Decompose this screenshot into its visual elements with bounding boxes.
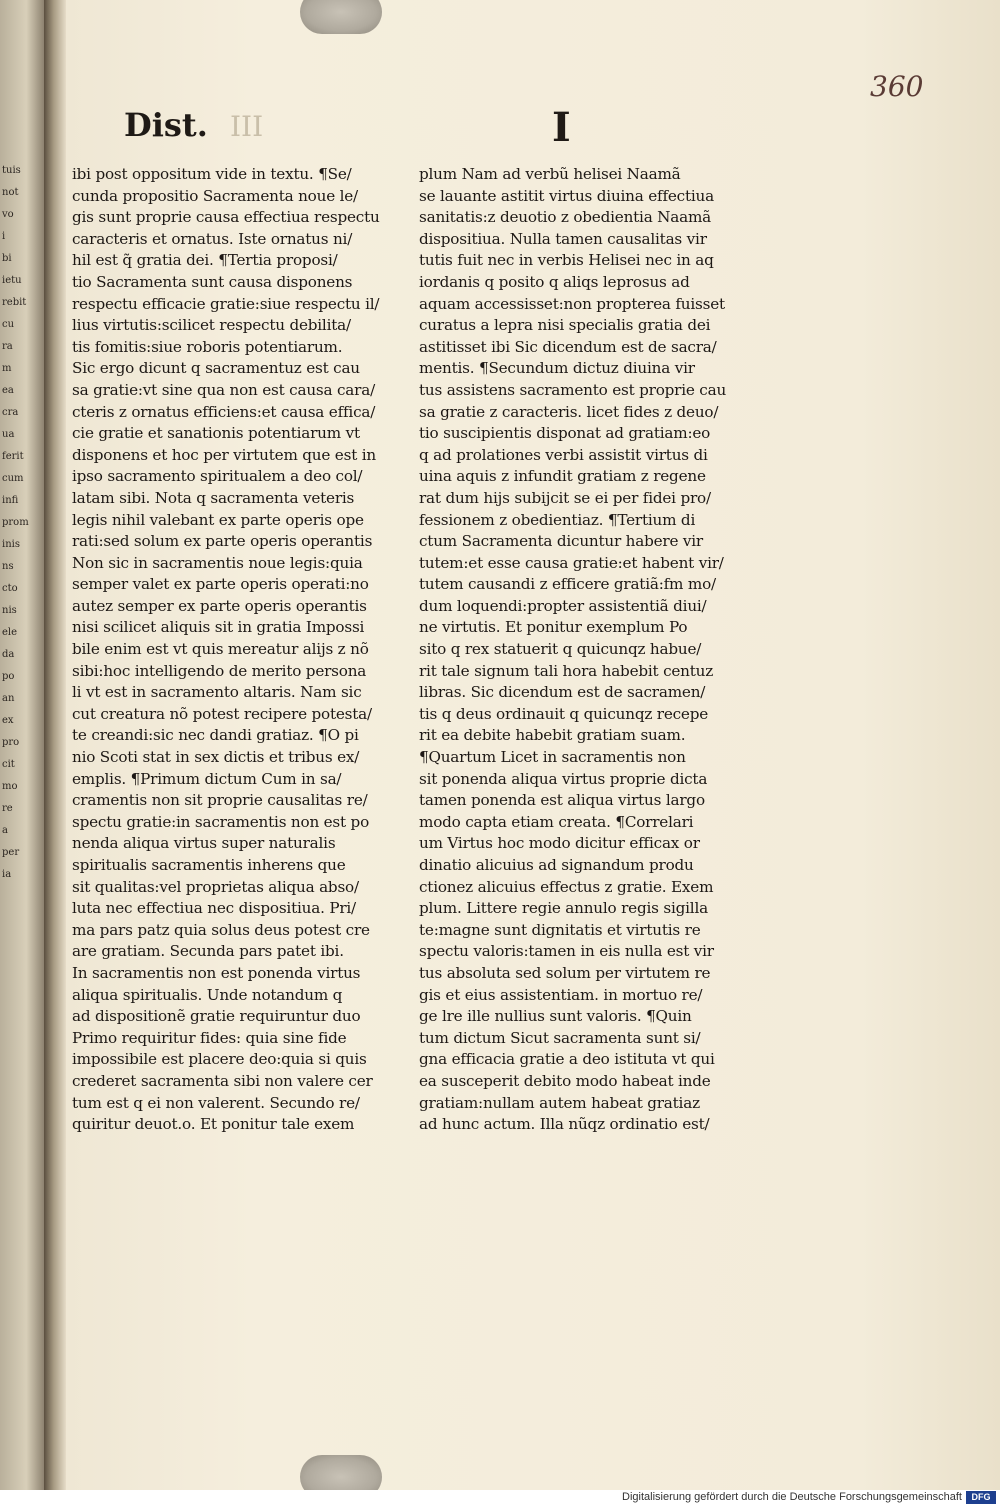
text-line: semper valet ex parte operis operati:no bbox=[72, 575, 369, 594]
previous-page-fragment: ietu bbox=[2, 275, 22, 286]
text-line: cteris z ornatus efficiens:et causa effica/ bbox=[72, 402, 376, 421]
text-line: luta nec effectiua nec dispositiua. Pri/ bbox=[72, 899, 356, 918]
text-line: respectu efficacie gratie:siue respectu il/ bbox=[72, 294, 380, 313]
running-head-left: Dist. bbox=[124, 106, 208, 144]
previous-page-fragment: ia bbox=[2, 869, 12, 880]
previous-page-fragment: vo bbox=[2, 209, 14, 220]
book-gutter bbox=[44, 0, 66, 1490]
previous-page-fragment: cu bbox=[2, 319, 15, 330]
text-line: legis nihil valebant ex parte operis ope bbox=[72, 510, 364, 529]
text-column-left bbox=[72, 164, 410, 1136]
text-line: nenda aliqua virtus super naturalis bbox=[72, 834, 336, 853]
text-line: tis fomitis:siue roboris potentiarum. bbox=[72, 337, 343, 356]
text-line: Primo requiritur fides: quia sine fide bbox=[72, 1028, 347, 1047]
previous-page-fragment: nis bbox=[2, 605, 17, 616]
text-line: ctionez alicuius effectus z gratie. Exem bbox=[419, 877, 714, 896]
text-line: q ad prolationes verbi assistit virtus di bbox=[419, 445, 708, 464]
text-line: tutem causandi z efficere gratiã:fm mo/ bbox=[419, 575, 716, 594]
previous-page-fragment: ua bbox=[2, 429, 15, 440]
text-line: gis sunt proprie causa effectiua respectu bbox=[72, 208, 380, 227]
text-line: sit ponenda aliqua virtus proprie dicta bbox=[419, 769, 708, 788]
text-line: caracteris et ornatus. Iste ornatus ni/ bbox=[72, 229, 353, 248]
running-head-center: I bbox=[552, 104, 571, 151]
text-line: gratiam:nullam autem habeat gratiaz bbox=[419, 1093, 700, 1112]
text-line: tamen ponenda est aliqua virtus largo bbox=[419, 791, 705, 810]
text-line: cie gratie et sanationis potentiarum vt bbox=[72, 424, 360, 443]
text-line: ipso sacramento spiritualem a deo col/ bbox=[72, 467, 363, 486]
text-line: sanitatis:z deuotio z obedientia Naamã bbox=[419, 208, 712, 227]
previous-page-fragment: po bbox=[2, 671, 15, 682]
previous-page-fragment: inis bbox=[2, 539, 20, 550]
text-line: rat dum hijs subijcit se ei per fidei pro/ bbox=[419, 488, 711, 507]
previous-page-fragment: ra bbox=[2, 341, 13, 352]
previous-page-fragment: cto bbox=[2, 583, 18, 594]
book-clip-top bbox=[300, 0, 382, 34]
text-line: mentis. ¶Secundum dictuz diuina vir bbox=[419, 359, 695, 378]
text-line: autez semper ex parte operis operantis bbox=[72, 596, 367, 615]
funding-credit: Digitalisierung gefördert durch die Deutsche Forschungsgemeinschaft bbox=[622, 1491, 962, 1503]
dfg-logo: DFG bbox=[966, 1491, 996, 1504]
previous-page-fragment: per bbox=[2, 847, 20, 858]
text-line: tus assistens sacramento est proprie cau bbox=[419, 380, 727, 399]
previous-page-fragment: ea bbox=[2, 385, 14, 396]
previous-page-fragment: re bbox=[2, 803, 13, 814]
previous-page-edge bbox=[0, 0, 44, 1490]
text-line: rit ea debite habebit gratiam suam. bbox=[419, 726, 686, 745]
text-line: plum. Littere regie annulo regis sigilla bbox=[419, 899, 708, 918]
text-line: In sacramentis non est ponenda virtus bbox=[72, 963, 361, 982]
previous-page-fragment: an bbox=[2, 693, 15, 704]
previous-page-fragment: cum bbox=[2, 473, 24, 484]
previous-page-fragment: cra bbox=[2, 407, 19, 418]
text-line: dinatio alicuius ad signandum produ bbox=[419, 856, 694, 874]
text-line: aliqua spiritualis. Unde notandum q bbox=[72, 985, 343, 1004]
text-line: cramentis non sit proprie causalitas re/ bbox=[72, 791, 368, 810]
text-line: nisi scilicet aliquis sit in gratia Impossi bbox=[72, 618, 365, 637]
text-line: tio suscipientis disponat ad gratiam:eo bbox=[419, 424, 711, 443]
text-line: ¶Quartum Licet in sacramentis non bbox=[419, 748, 686, 767]
text-line: Sic ergo dicunt q sacramentuz est cau bbox=[72, 359, 360, 378]
text-line: te:magne sunt dignitatis et virtutis re bbox=[419, 920, 701, 939]
text-line: cut creatura nõ potest recipere potesta/ bbox=[72, 704, 372, 723]
text-line: hil est q̃ gratia dei. ¶Tertia proposi/ bbox=[72, 251, 338, 270]
text-line: uina aquis z infundit gratiam z regene bbox=[419, 467, 706, 486]
text-line: li vt est in sacramento altaris. Nam sic bbox=[72, 683, 362, 702]
previous-page-fragment: pro bbox=[2, 737, 20, 748]
previous-page-fragment: cit bbox=[2, 759, 15, 770]
text-line: latam sibi. Nota q sacramenta veteris bbox=[72, 488, 355, 507]
text-line: rit tale signum tali hora habebit centuz bbox=[419, 661, 714, 680]
text-line: gna efficacia gratie a deo istituta vt qui bbox=[419, 1050, 715, 1069]
text-line: are gratiam. Secunda pars patet ibi. bbox=[72, 942, 344, 961]
text-line: emplis. ¶Primum dictum Cum in sa/ bbox=[72, 769, 342, 788]
text-line: quiritur deuot.o. Et ponitur tale exem bbox=[72, 1115, 355, 1134]
previous-page-fragment: prom bbox=[2, 517, 29, 528]
text-line: astitisset ibi Sic dicendum est de sacra/ bbox=[419, 337, 717, 356]
previous-page-fragment: ferit bbox=[2, 451, 24, 462]
text-line: spectu valoris:tamen in eis nulla est vir bbox=[419, 942, 714, 961]
text-line: crederet sacramenta sibi non valere cer bbox=[72, 1071, 373, 1090]
previous-page-fragment: m bbox=[2, 363, 12, 374]
text-line: bile enim est vt quis mereatur alijs z nõ bbox=[72, 640, 369, 659]
text-line: Non sic in sacramentis noue legis:quia bbox=[72, 553, 363, 572]
text-line: disponens et hoc per virtutem que est in bbox=[72, 445, 376, 464]
text-line: tis q deus ordinauit q quicunqz recepe bbox=[419, 704, 709, 723]
text-line: ea susceperit debito modo habeat inde bbox=[419, 1071, 711, 1090]
text-line: ma pars patz quia solus deus potest cre bbox=[72, 920, 370, 939]
text-line: se lauante astitit virtus diuina effectiua bbox=[419, 186, 714, 205]
text-line: nio Scoti stat in sex dictis et tribus ex/ bbox=[72, 748, 360, 767]
text-line: ad hunc actum. Illa nũqz ordinatio est/ bbox=[419, 1115, 710, 1134]
text-line: tio Sacramenta sunt causa disponens bbox=[72, 272, 353, 291]
text-line: tum est q ei non valerent. Secundo re/ bbox=[72, 1093, 360, 1112]
text-line: impossibile est placere deo:quia si quis bbox=[72, 1050, 367, 1069]
text-line: aquam accessisset:non propterea fuisset bbox=[419, 294, 725, 313]
previous-page-fragment: ns bbox=[2, 561, 14, 572]
previous-page-fragment: bi bbox=[2, 253, 12, 264]
text-line: sa gratie:vt sine qua non est causa cara/ bbox=[72, 380, 375, 399]
text-line: curatus a lepra nisi specialis gratia dei bbox=[419, 316, 711, 335]
previous-page-fragment: infi bbox=[2, 495, 19, 506]
previous-page-fragment: i bbox=[2, 231, 6, 242]
previous-page-fragment: tuis bbox=[2, 165, 21, 176]
text-line: ibi post oppositum vide in textu. ¶Se/ bbox=[72, 165, 352, 183]
previous-page-fragment: mo bbox=[2, 781, 18, 792]
text-line: sito q rex statuerit q quicunqz habue/ bbox=[419, 640, 702, 659]
previous-page-fragment: not bbox=[2, 187, 19, 198]
text-line: spectu gratie:in sacramentis non est po bbox=[72, 812, 370, 831]
text-line: tutis fuit nec in verbis Helisei nec in aq bbox=[419, 251, 714, 270]
text-line: sit qualitas:vel proprietas aliqua abso/ bbox=[72, 877, 359, 896]
text-line: iordanis q posito q aliqs leprosus ad bbox=[419, 272, 690, 291]
text-line: tutem:et esse causa gratie:et habent vir/ bbox=[419, 553, 724, 572]
text-line: libras. Sic dicendum est de sacramen/ bbox=[419, 683, 706, 702]
text-line: ctum Sacramenta dicuntur habere vir bbox=[419, 532, 703, 551]
text-line: dum loquendi:propter assistentiã diui/ bbox=[419, 596, 707, 615]
text-line: lius virtutis:scilicet respectu debilita/ bbox=[72, 316, 351, 335]
text-line: plum Nam ad verbũ helisei Naamã bbox=[419, 165, 681, 183]
show-through-head: III bbox=[230, 110, 264, 143]
previous-page-fragment: rebit bbox=[2, 297, 27, 308]
text-line: te creandi:sic nec dandi gratiaz. ¶O pi bbox=[72, 726, 359, 745]
footer-bar bbox=[0, 1490, 1000, 1506]
text-line: dispositiua. Nulla tamen causalitas vir bbox=[419, 229, 707, 248]
previous-page-fragment: ex bbox=[2, 715, 14, 726]
text-line: um Virtus hoc modo dicitur efficax or bbox=[419, 834, 700, 853]
text-line: sibi:hoc intelligendo de merito persona bbox=[72, 661, 367, 680]
previous-page-fragment: ele bbox=[2, 627, 18, 638]
folio-number: 360 bbox=[870, 70, 924, 103]
text-line: fessionem z obedientiaz. ¶Tertium di bbox=[419, 510, 696, 529]
text-line: tus absoluta sed solum per virtutem re bbox=[419, 963, 711, 982]
text-line: rati:sed solum ex parte operis operantis bbox=[72, 532, 373, 551]
text-line: cunda propositio Sacramenta noue le/ bbox=[72, 186, 358, 205]
previous-page-fragment: a bbox=[2, 825, 8, 836]
text-line: gis et eius assistentiam. in mortuo re/ bbox=[419, 985, 703, 1004]
text-line: sa gratie z caracteris. licet fides z deuo/ bbox=[419, 402, 719, 421]
previous-page-text-fragments bbox=[2, 160, 29, 1160]
text-line: spiritualis sacramentis inherens que bbox=[72, 856, 346, 874]
text-line: ne virtutis. Et ponitur exemplum Po bbox=[419, 618, 688, 637]
text-line: modo capta etiam creata. ¶Correlari bbox=[419, 812, 694, 831]
text-column-right bbox=[419, 164, 765, 1136]
text-line: ad dispositionẽ gratie requiruntur duo bbox=[72, 1007, 361, 1026]
previous-page-fragment: da bbox=[2, 649, 15, 660]
text-line: ge lre ille nullius sunt valoris. ¶Quin bbox=[419, 1007, 692, 1026]
text-line: tum dictum Sicut sacramenta sunt si/ bbox=[419, 1028, 701, 1047]
